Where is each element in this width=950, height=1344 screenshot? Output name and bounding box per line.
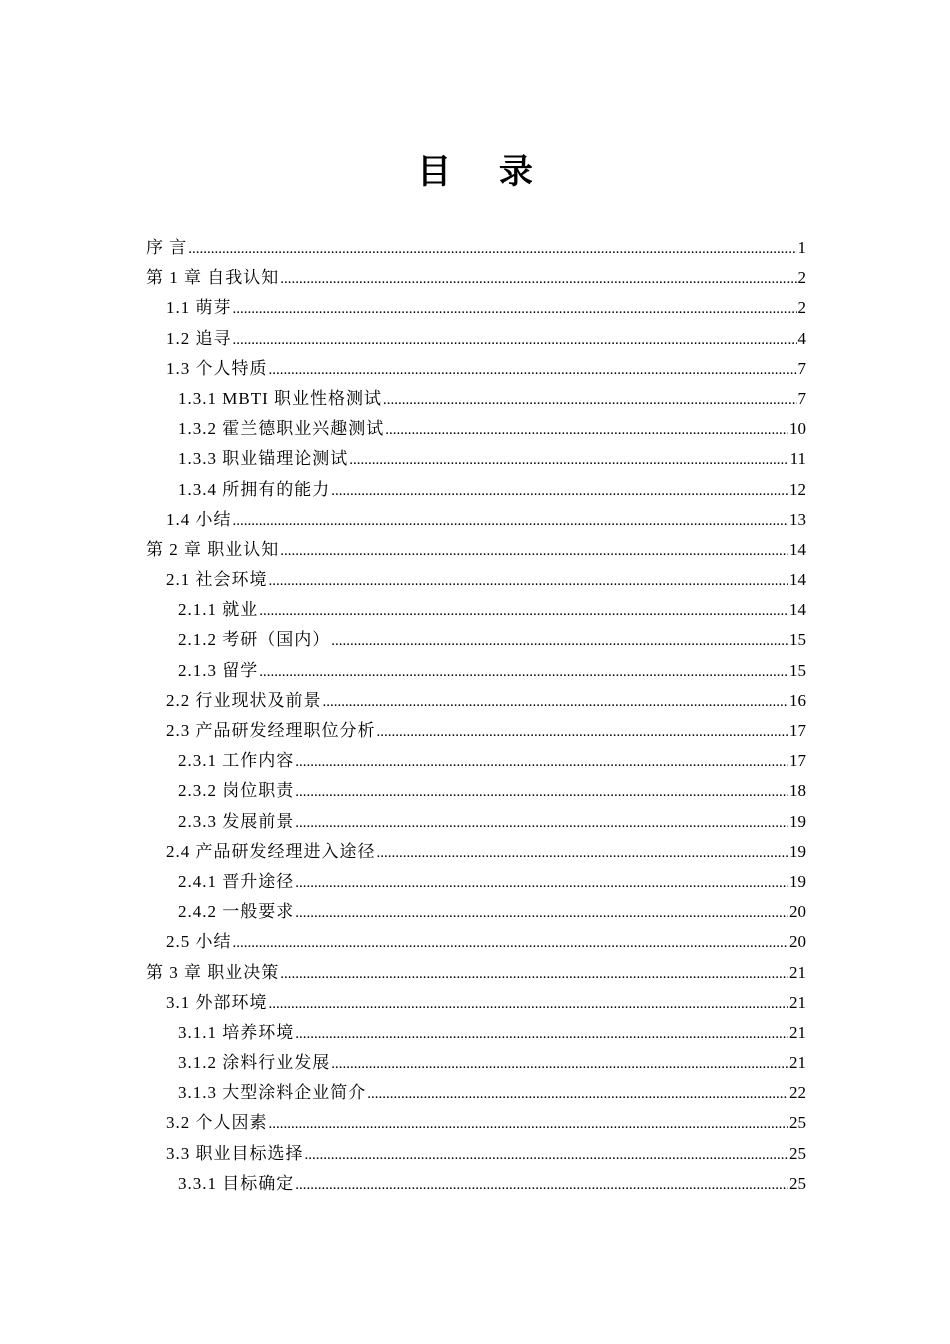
toc-dot-leader bbox=[269, 355, 797, 385]
toc-dot-leader bbox=[295, 868, 788, 898]
toc-entry[interactable] bbox=[146, 807, 806, 837]
toc-entry-page-number: 25 bbox=[789, 1113, 806, 1133]
toc-entry-page-number: 1 bbox=[797, 238, 806, 257]
toc-entry-label: 2.1.3 留学 bbox=[178, 660, 259, 680]
toc-entry-page-number: 11 bbox=[789, 449, 806, 469]
toc-entry-page-number: 7 bbox=[797, 358, 806, 378]
toc-entry-label: 3.1.1 培养环境 bbox=[178, 1022, 295, 1042]
toc-entry[interactable] bbox=[146, 475, 806, 505]
toc-entry[interactable] bbox=[146, 565, 806, 595]
toc-entry[interactable] bbox=[146, 927, 806, 957]
toc-entry-page-number: 21 bbox=[789, 962, 806, 982]
toc-dot-leader bbox=[280, 264, 796, 294]
toc-dot-leader bbox=[295, 808, 788, 838]
toc-entry-label: 2.3 产品研发经理职位分析 bbox=[166, 721, 376, 740]
toc-entry-label: 2.5 小结 bbox=[166, 932, 232, 952]
toc-entry-page-number: 21 bbox=[789, 1022, 806, 1042]
toc-entry-page-number: 22 bbox=[789, 1083, 806, 1103]
toc-entry-label: 1.3.1 MBTI 职业性格测试 bbox=[178, 388, 382, 408]
table-of-contents bbox=[146, 233, 806, 1199]
toc-entry-page-number: 15 bbox=[789, 630, 806, 650]
toc-entry-page-number: 2 bbox=[797, 268, 806, 288]
page-title: 目 录 bbox=[417, 152, 551, 192]
toc-entry[interactable] bbox=[146, 686, 806, 716]
toc-dot-leader bbox=[323, 687, 789, 717]
toc-entry-page-number: 20 bbox=[789, 902, 806, 922]
toc-dot-leader bbox=[233, 506, 789, 536]
toc-entry[interactable] bbox=[146, 716, 806, 746]
toc-entry[interactable] bbox=[146, 837, 806, 867]
toc-entry-page-number: 25 bbox=[789, 1143, 806, 1163]
toc-entry[interactable] bbox=[146, 444, 806, 474]
toc-entry[interactable] bbox=[146, 1139, 806, 1169]
toc-entry-label: 3.1 外部环境 bbox=[166, 992, 268, 1012]
toc-entry[interactable] bbox=[146, 414, 806, 444]
toc-entry-page-number: 14 bbox=[789, 600, 806, 620]
toc-entry[interactable] bbox=[146, 656, 806, 686]
toc-entry-label: 3.1.3 大型涂料企业简介 bbox=[178, 1083, 367, 1103]
toc-entry[interactable] bbox=[146, 867, 806, 897]
toc-entry[interactable] bbox=[146, 384, 806, 414]
toc-dot-leader bbox=[295, 777, 788, 807]
toc-dot-leader bbox=[269, 566, 789, 596]
toc-entry-label: 2.3.2 岗位职责 bbox=[178, 781, 295, 801]
toc-entry-label: 1.1 萌芽 bbox=[166, 298, 232, 318]
toc-dot-leader bbox=[233, 928, 789, 958]
toc-entry-page-number: 21 bbox=[789, 992, 806, 1012]
toc-entry[interactable] bbox=[146, 233, 806, 263]
toc-dot-leader bbox=[295, 1019, 788, 1049]
toc-dot-leader bbox=[383, 385, 797, 415]
toc-entry-page-number: 14 bbox=[789, 539, 806, 559]
toc-entry-label: 3.3.1 目标确定 bbox=[178, 1173, 295, 1193]
toc-dot-leader bbox=[295, 747, 788, 777]
toc-entry-page-number: 20 bbox=[789, 932, 806, 952]
toc-entry-label: 2.1.2 考研（国内） bbox=[178, 630, 331, 650]
toc-entry[interactable] bbox=[146, 595, 806, 625]
toc-entry[interactable] bbox=[146, 776, 806, 806]
toc-entry-page-number: 16 bbox=[789, 690, 806, 710]
toc-entry-label: 1.3.2 霍兰德职业兴趣测试 bbox=[178, 419, 385, 439]
toc-dot-leader bbox=[331, 1049, 788, 1079]
toc-entry-page-number: 4 bbox=[797, 328, 806, 348]
toc-entry[interactable] bbox=[146, 958, 806, 988]
toc-dot-leader bbox=[377, 717, 789, 747]
toc-entry-label: 2.4.2 一般要求 bbox=[178, 902, 295, 922]
toc-dot-leader bbox=[233, 325, 797, 355]
toc-entry[interactable] bbox=[146, 1108, 806, 1138]
toc-dot-leader bbox=[259, 596, 788, 626]
toc-entry-label: 1.2 追寻 bbox=[166, 328, 232, 348]
toc-entry-page-number: 19 bbox=[789, 841, 806, 861]
toc-dot-leader bbox=[385, 415, 788, 445]
toc-entry-page-number: 25 bbox=[789, 1173, 806, 1193]
toc-entry-page-number: 12 bbox=[789, 479, 806, 499]
toc-entry-label: 1.4 小结 bbox=[166, 509, 232, 529]
toc-entry-page-number: 14 bbox=[789, 570, 806, 590]
toc-entry-label: 第 2 章 职业认知 bbox=[146, 539, 280, 559]
toc-entry-label: 1.3.4 所拥有的能力 bbox=[178, 479, 331, 499]
toc-entry-label: 3.2 个人因素 bbox=[166, 1113, 268, 1133]
toc-entry-page-number: 15 bbox=[789, 660, 806, 680]
toc-entry-label: 2.4 产品研发经理进入途径 bbox=[166, 841, 376, 861]
toc-entry-label: 第 1 章 自我认知 bbox=[146, 268, 280, 288]
toc-entry-page-number: 13 bbox=[789, 509, 806, 529]
toc-entry-label: 1.3 个人特质 bbox=[166, 358, 268, 378]
toc-entry-page-number: 19 bbox=[789, 811, 806, 831]
toc-entry-label: 2.1 社会环境 bbox=[166, 570, 268, 590]
toc-entry-page-number: 17 bbox=[789, 751, 806, 771]
toc-entry-page-number: 2 bbox=[797, 298, 806, 318]
toc-dot-leader bbox=[367, 1079, 788, 1109]
toc-dot-leader bbox=[188, 234, 796, 264]
toc-dot-leader bbox=[295, 1170, 788, 1200]
toc-entry[interactable] bbox=[146, 324, 806, 354]
toc-dot-leader bbox=[269, 989, 789, 1019]
toc-entry[interactable] bbox=[146, 988, 806, 1018]
toc-dot-leader bbox=[331, 476, 788, 506]
toc-dot-leader bbox=[259, 657, 788, 687]
toc-entry[interactable] bbox=[146, 746, 806, 776]
toc-dot-leader bbox=[233, 294, 797, 324]
toc-entry[interactable] bbox=[146, 535, 806, 565]
toc-entry-label: 序 言 bbox=[146, 238, 188, 257]
toc-dot-leader bbox=[331, 626, 788, 656]
toc-entry-label: 1.3.3 职业锚理论测试 bbox=[178, 449, 349, 469]
toc-entry[interactable] bbox=[146, 625, 806, 655]
toc-entry-label: 2.3.3 发展前景 bbox=[178, 811, 295, 831]
toc-entry-label: 2.3.1 工作内容 bbox=[178, 751, 295, 771]
toc-dot-leader bbox=[377, 838, 789, 868]
toc-entry-page-number: 17 bbox=[789, 721, 806, 740]
toc-entry-page-number: 18 bbox=[789, 781, 806, 801]
toc-entry[interactable] bbox=[146, 1078, 806, 1108]
toc-entry-label: 2.4.1 晋升途径 bbox=[178, 871, 295, 891]
toc-entry-label: 2.1.1 就业 bbox=[178, 600, 259, 620]
toc-dot-leader bbox=[280, 959, 788, 989]
toc-entry-label: 3.1.2 涂料行业发展 bbox=[178, 1053, 331, 1073]
toc-entry[interactable] bbox=[146, 1018, 806, 1048]
toc-entry[interactable] bbox=[146, 263, 806, 293]
toc-dot-leader bbox=[269, 1109, 789, 1139]
toc-entry-label: 第 3 章 职业决策 bbox=[146, 962, 280, 982]
toc-entry[interactable] bbox=[146, 354, 806, 384]
toc-entry-page-number: 19 bbox=[789, 871, 806, 891]
toc-entry-page-number: 10 bbox=[789, 419, 806, 439]
toc-entry[interactable] bbox=[146, 505, 806, 535]
toc-entry[interactable] bbox=[146, 897, 806, 927]
toc-dot-leader bbox=[295, 898, 788, 928]
toc-dot-leader bbox=[280, 536, 788, 566]
toc-entry[interactable] bbox=[146, 1048, 806, 1078]
toc-entry-label: 3.3 职业目标选择 bbox=[166, 1143, 304, 1163]
toc-entry-label: 2.2 行业现状及前景 bbox=[166, 690, 322, 710]
toc-entry-page-number: 21 bbox=[789, 1053, 806, 1073]
toc-entry[interactable] bbox=[146, 293, 806, 323]
toc-entry-page-number: 7 bbox=[797, 388, 806, 408]
toc-dot-leader bbox=[349, 445, 788, 475]
toc-entry[interactable] bbox=[146, 1169, 806, 1199]
toc-dot-leader bbox=[305, 1140, 789, 1170]
